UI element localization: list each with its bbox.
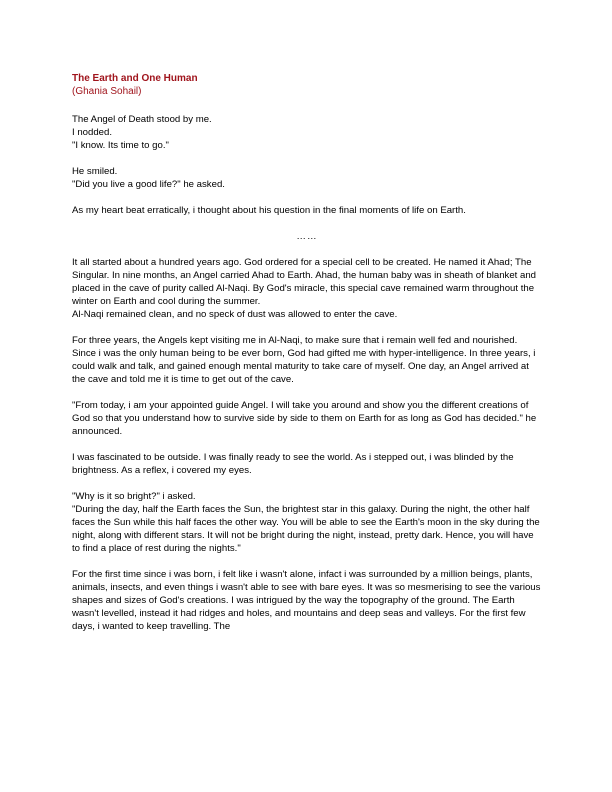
paragraph-line: "Why is it so bright?" i asked.	[72, 491, 196, 502]
paragraph-7	[72, 451, 542, 477]
document-author: (Ghania Sohail)	[72, 86, 142, 97]
paragraph-line: I was fascinated to be outside. I was finally ready to see the world. As i stepped out, i was blinded by the brightness. As a reflex, i covered my eyes.	[72, 452, 514, 476]
paragraph-line: I nodded.	[72, 127, 113, 138]
paragraph-9	[72, 568, 542, 633]
paragraph-line: It all started about a hundred years ago. God ordered for a special cell to be created. He named it Ahad; The Singular. In nine months, an Angel carried Ahad to Earth. Ahad, the human baby was in sheath of blanket and placed in the cave of purity called Al-Naqi. By God's miracle, this special cave remained warm throughout the winter on Earth and cool during the summer.	[72, 257, 537, 307]
paragraph-2	[72, 165, 542, 191]
paragraph-3	[72, 204, 542, 217]
paragraph-6	[72, 399, 542, 438]
section-separator: ……	[296, 231, 318, 242]
paragraph-line: For the first time since i was born, i felt like i wasn't alone, infact i was surrounded by a million beings, plants, animals, insects, and even things i wasn't able to see with bare eyes. It was so mesmerising to see the various shapes and sizes of God's creations. I was intrigued by the way the topography of the ground. The Earth wasn't levelled, instead it had ridges and holes, and mountains and deep seas and valleys. For the first few days, i wanted to keep travelling. The	[72, 569, 541, 632]
document-body	[72, 72, 542, 646]
paragraph-line: He smiled.	[72, 166, 118, 177]
paragraph-8	[72, 490, 542, 555]
paragraph-line: "I know. Its time to go."	[72, 140, 169, 151]
paragraph-line: For three years, the Angels kept visiting me in Al-Naqi, to make sure that i remain well fed and nourished. Since i was the only human being to be ever born, God had gifted me with hyper-intelligence. In three years, i could walk and talk, and gained enough mental maturity to take care of myself. One day, an Angel arrived at the cave and told me it is time to get out of the cave.	[72, 335, 536, 385]
paragraph-line: "From today, i am your appointed guide Angel. I will take you around and show you the different creations of God so that you understand how to survive side by side to them on Earth for as long as God has decided." he announced.	[72, 400, 537, 437]
paragraph-1	[72, 113, 542, 152]
paragraph-4	[72, 256, 542, 321]
paragraph-line: "Did you live a good life?" he asked.	[72, 179, 225, 190]
paragraph-line: Al-Naqi remained clean, and no speck of dust was allowed to enter the cave.	[72, 309, 398, 320]
paragraph-5	[72, 334, 542, 386]
document-title: The Earth and One Human	[72, 73, 198, 84]
paragraph-line: As my heart beat erratically, i thought about his question in the final moments of life on Earth.	[72, 205, 466, 216]
paragraph-line: The Angel of Death stood by me.	[72, 114, 212, 125]
paragraph-line: "During the day, half the Earth faces the Sun, the brightest star in this galaxy. During the night, the other half faces the Sun while this half faces the other way. You will be able to see the Earth's moon in the sky during the night, along with different stars. It will not be bright during the night, instead, pretty dark. Hence, you will have to find a place of rest during the nights."	[72, 504, 540, 554]
